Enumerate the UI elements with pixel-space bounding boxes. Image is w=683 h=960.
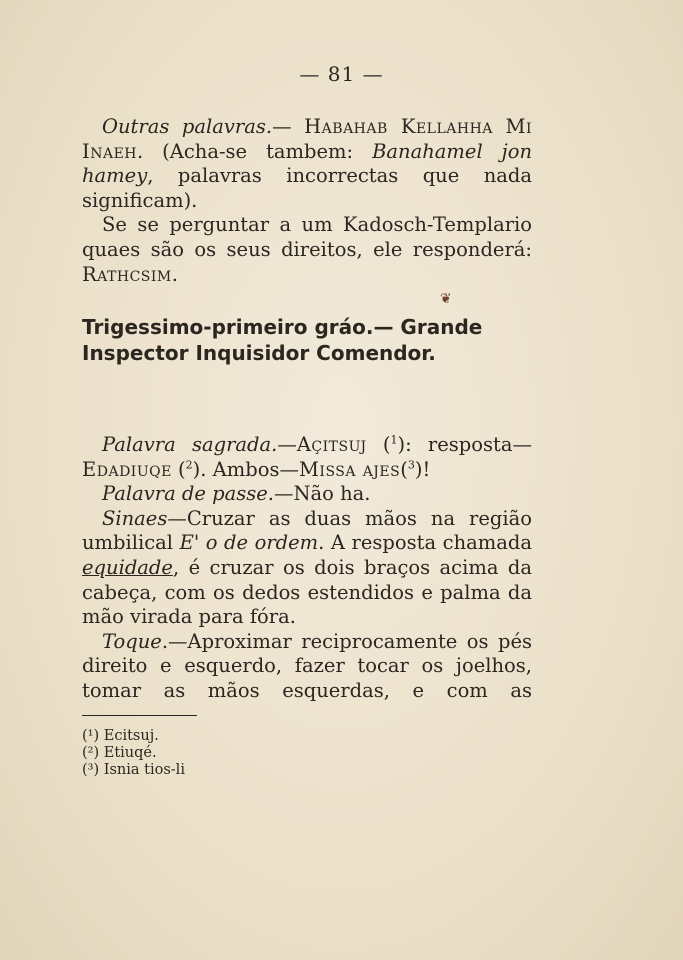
footnote-2: (²) Etiuqé. [82,745,157,761]
ornament-icon: ❦ [440,291,452,307]
paragraph-sinaes: Sinaes—Cruzar as duas mãos na região umbilical E' o de ordem. A resposta chamada equidade, é cruzar os dois braços acima da cabeça, com os dedos estendidos e palma da mão virada para fóra. [82,506,532,629]
body-text [82,433,532,704]
section-heading: Trigessimo-primeiro gráo.— Grande Inspector Inquisidor Comendor. [82,315,483,365]
paragraph-outras-palavras: Outras palavras.— Habahab Kellahha Mi Inaeh. (Acha-se tambem: Banahamel jon hamey, palavras incorrectas que nada significam). Se se perguntar a um Kadosch-Templario quaes são os seus direitos, ele responderá: Rathcsim. [82,115,533,286]
word-acitsuj: Açitsuj [296,433,367,456]
paragraph-palavra-sagrada: Palavra sagrada.—Açitsuj ($^1$): resposta—Edadiuqe ($^2$). Ambos—Missa ajes($^3$)! [82,433,532,481]
variant-banahamel: Banahamel jon hamey [82,139,533,188]
word-missa-ajes: Missa ajes [298,457,401,481]
paragraph-toque: Toque.—Aproximar reciprocamente os pés direito e esquerdo, fazer tocar os joelhos, tomar as mãos esquerdas, e com as [82,629,532,702]
term-outras-palavras: Outras palavras. [102,115,273,138]
page-number: — 81 — [299,62,384,86]
word-mi-inaeh: Mi Inaeh [82,115,532,163]
footnotes [82,728,185,779]
footnote-1: (¹) Ecitsuj. [82,728,159,744]
paragraph-kadosch: Se se perguntar a um Kadosch-Templario quaes são os seus direitos, ele responderá: Rathcsim. [82,213,532,286]
paragraph-palavra-de-passe: Palavra de passe.—Não ha. [102,482,371,506]
word-edadiuqe: Edadiuqe [82,457,172,481]
footnote-divider [82,715,197,716]
footnote-3: (³) Isnia tios-li [82,762,185,778]
word-rathcsim: Rathcsim [82,262,172,286]
word-habahab-kellahha: Habahab Kellahha [304,115,493,138]
